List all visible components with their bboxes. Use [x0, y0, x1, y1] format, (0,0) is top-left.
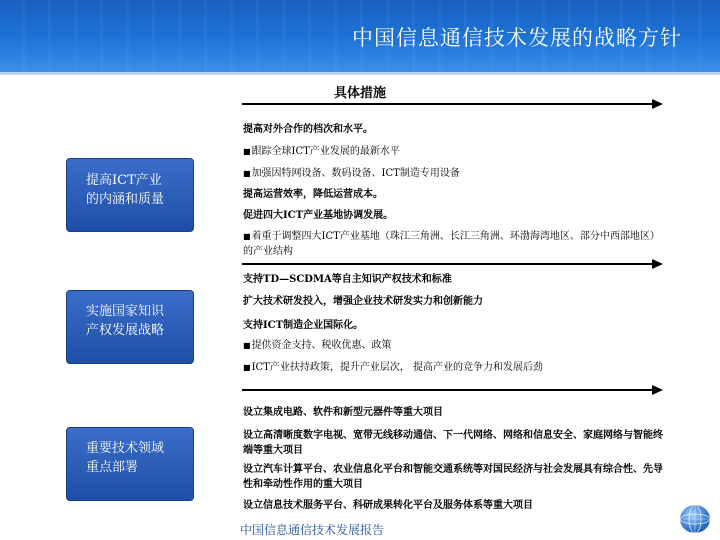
globe-logo-icon — [676, 502, 714, 536]
section-1-item-3: ■ 加强因特网设备、数码设备、ICT制造专用设备 — [243, 166, 460, 181]
section-1-item-4: 提高运营效率，降低运营成本。 — [243, 189, 383, 200]
section-1-item-2: ■ 跟踪全球ICT产业发展的最新水平 — [243, 144, 400, 159]
bullet-icon — [243, 362, 252, 373]
slide-title: 中国信息通信技术发展的战略方针 — [352, 26, 682, 50]
section-3-label-line-2: 重点部署 — [86, 460, 139, 475]
section-3-label-line-1: 重要技术领域 — [86, 441, 165, 456]
bullet-icon — [243, 168, 252, 179]
section-1-label-line-1: 提高ICT产业 — [86, 173, 162, 188]
section-1-label-line-2: 的内涵和质量 — [86, 192, 165, 207]
title-bar — [0, 0, 720, 72]
title-divider — [0, 72, 720, 75]
measures-heading: 具体措施 — [333, 86, 386, 101]
section-2-label — [86, 302, 164, 340]
section-2-item-5: ■ ICT产业扶持政策，提升产业层次， 提高产业的竞争力和发展后劲 — [243, 360, 543, 375]
section-2-item-1: 支持TD—SCDMA等自主知识产权技术和标准 — [243, 274, 452, 285]
section-2-label-line-1: 实施国家知识 — [86, 304, 165, 319]
section-2-arrow-head — [652, 259, 663, 269]
section-2-item-3: 支持ICT制造企业国际化。 — [243, 320, 364, 331]
bullet-icon — [243, 340, 252, 351]
section-1-arrow-head — [652, 99, 663, 109]
section-1-label — [86, 171, 164, 209]
section-1-item-5: 促进四大ICT产业基地协调发展。 — [243, 210, 394, 221]
section-3-label — [86, 439, 164, 477]
bullet-icon — [243, 231, 252, 242]
section-1-item-6: ■ 着重于调整四大ICT产业基地（珠江三角洲、长江三角洲、环渤海湾地区、部分中西部地区）的产业结构 — [243, 229, 663, 259]
section-3-arrow-line — [242, 389, 654, 391]
section-3-arrow-head — [652, 385, 663, 395]
section-2-label-line-2: 产权发展战略 — [86, 323, 165, 338]
section-3-item-2: 设立高清晰度数字电视、宽带无线移动通信、下一代网络、网络和信息安全、家庭网络与智能终端等重大项目 — [243, 430, 663, 456]
section-3-item-3: 设立汽车计算平台、农业信息化平台和智能交通系统等对国民经济与社会发展具有综合性、先导性和牵动性作用的重大项目 — [243, 464, 663, 490]
section-1-item-1: 提高对外合作的档次和水平。 — [243, 124, 373, 135]
section-2-arrow-line — [242, 263, 654, 265]
section-2-item-2: 扩大技术研发投入，增强企业技术研发实力和创新能力 — [243, 296, 483, 307]
section-1-arrow-line — [242, 103, 654, 105]
section-2-item-4: ■ 提供资金支持、税收优惠、政策 — [243, 338, 392, 353]
bullet-icon — [243, 146, 252, 157]
section-3-item-4: 设立信息技术服务平台、科研成果转化平台及服务体系等重大项目 — [243, 500, 533, 511]
footer-report-title: 中国信息通信技术发展报告 — [240, 523, 385, 537]
section-3-item-1: 设立集成电路、软件和新型元器件等重大项目 — [243, 407, 443, 418]
